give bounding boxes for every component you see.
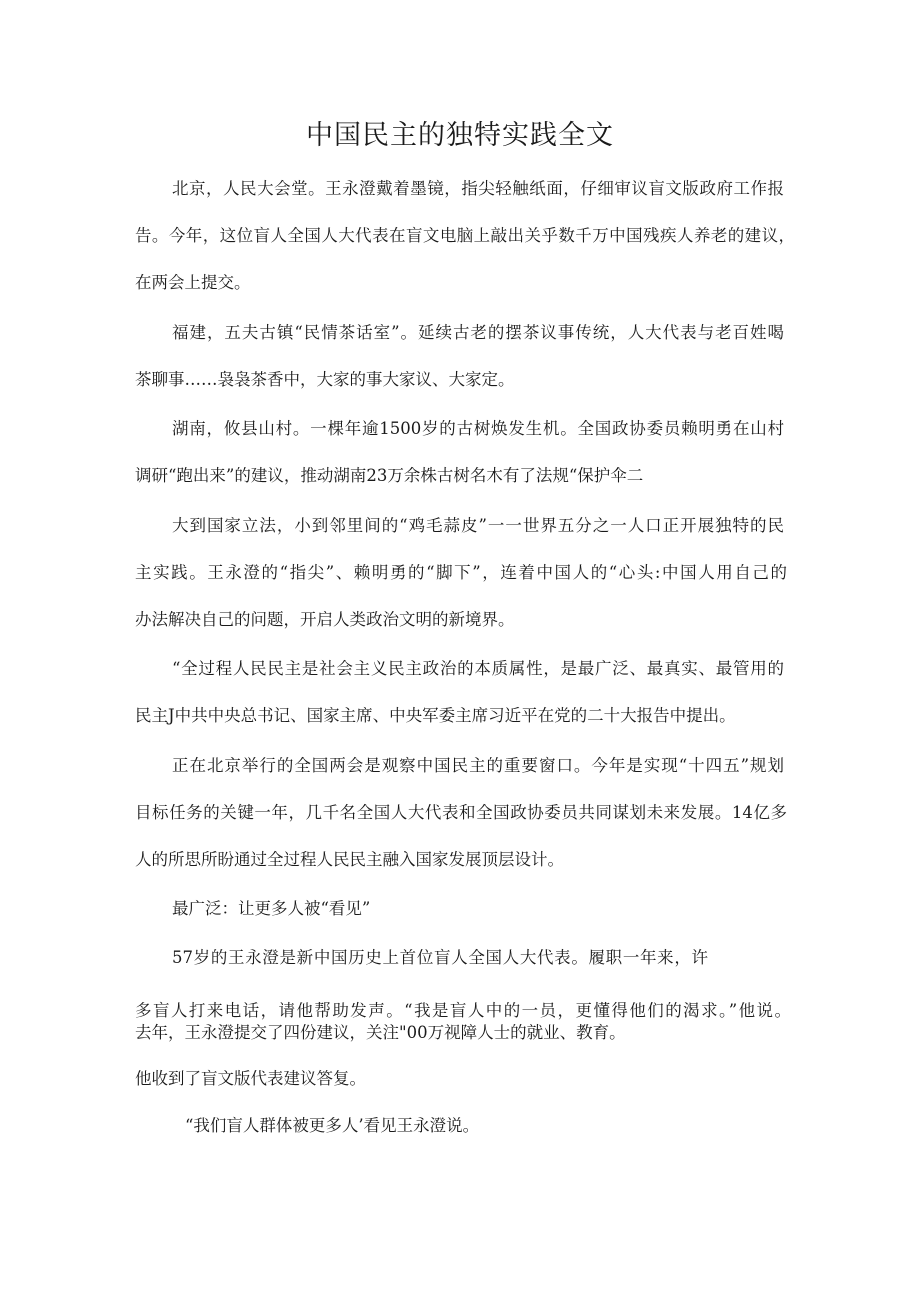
text-line: 目标任务的关键一年，几千名全国人大代表和全国政协委员共同谋划未来发展。14亿多 [135, 803, 787, 822]
text-line: 办法解决自己的问题，开启人类政治文明的新境界。 [135, 610, 515, 629]
text-line: 57岁的王永澄是新中国历史上首位盲人全国人大代表。履职一年来，许 [172, 948, 708, 967]
text-line: 调研“跑出来”的建议，推动湖南23万余株古树名木有了法规“保护伞二 [135, 466, 644, 485]
text-line: 湖南，攸县山村。一棵年逾1500岁的古树焕发生机。全国政协委员赖明勇在山村 [172, 419, 784, 438]
text-line: 去年，王永澄提交了四份建议，关注"00万视障人士的就业、教育。 [135, 1023, 626, 1042]
document-title: 中国民主的独特实践全文 [306, 120, 614, 151]
text-line: 在两会上提交。 [135, 273, 251, 292]
text-line: “全过程人民民主是社会主义民主政治的本质属性，是最广泛、最真实、最管用的 [172, 659, 784, 678]
text-line: 他收到了盲文版代表建议答复。 [135, 1069, 366, 1088]
text-line: 主实践。王永澄的“指尖”、赖明勇的“脚下”，连着中国人的“心头:中国人用自己的 [135, 563, 787, 582]
text-line: 福建，五夫古镇“民情茶话室”。延续古老的摆茶议事传统，人大代表与老百姓喝 [172, 323, 784, 342]
text-line: 人的所思所盼通过全过程人民民主融入国家发展顶层设计。 [135, 850, 564, 869]
text-line: “我们盲人群体被更多人’看见王永澄说。 [185, 1116, 480, 1135]
text-line: 茶聊事……袅袅茶香中，大家的事大家议、大家定。 [135, 370, 515, 389]
text-line: 北京，人民大会堂。王永澄戴着墨镜，指尖轻触纸面，仔细审议盲文版政府工作报 [172, 179, 784, 198]
text-line: 告。今年，这位盲人全国人大代表在盲文电脑上敲出关乎数千万中国残疾人养老的建议， [135, 226, 795, 245]
text-line: 大到国家立法，小到邻里间的“鸡毛蒜皮”一一世界五分之一人口正开展独特的民 [172, 516, 784, 535]
section-heading: 最广泛：让更多人被“看见” [172, 899, 371, 918]
text-line: 正在北京举行的全国两会是观察中国民主的重要窗口。今年是实现“十四五”规划 [172, 756, 784, 775]
text-line: 多盲人打来电话，请他帮助发声。“我是盲人中的一员，更懂得他们的渴求。”他说。 [135, 1001, 791, 1020]
text-line: 民主J中共中央总书记、国家主席、中央军委主席习近平在党的二十大报告中提出。 [135, 706, 736, 725]
